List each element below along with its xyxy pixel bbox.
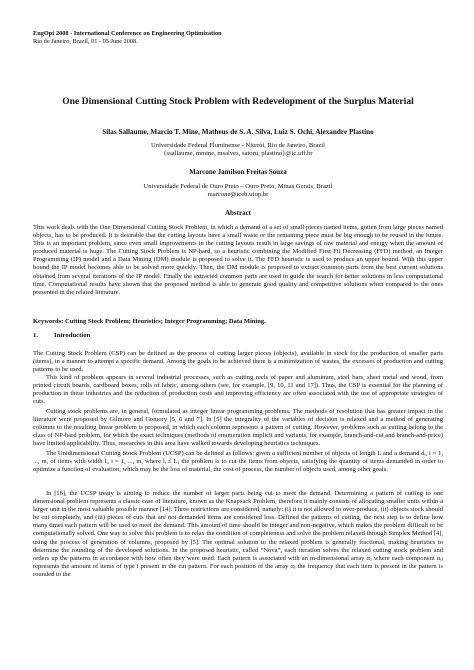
paragraph: This kind of problem appears in several industrial processes, such as cutting reels of paper and aluminum, steel bars, sheet metal and wood, from printed circuit boards, cardboard boxes, rolls of fabric, among others (see, for example, [9, 10, 11 and 17]). Thus, the CSP is essential for the planning of production in these industries and the reduction of production costs and improving efficiency are often associated with the use of appropriate strategies of cuts.: [33, 374, 443, 406]
paragraph: The Cutting Stock Problem (CSP) can be defined as the process of cutting larger pieces (objects), available in stock for the production of smaller parts (items), in a manner to attempt a specific demand. Among the goals to be achieved there is a minimization of wastes, the excesses of production and cutting patterns to be used.: [33, 350, 443, 374]
keywords: Keywords: Cutting Stock Problem; Heuristics; Integer Programming; Data Mining.: [33, 318, 266, 325]
paragraph: The Unidimensional Cutting Stock Problem (UCSP) can be defined as follows: given a sufficient number of objects of length L and a demand dᵢ, i = 1, ..., m, of items with width lᵢ, i = 1, ..., m, where lᵢ ≤ L, the problem is to cut the items from objects, satisfying the quantity of items demanded in order to optimize a function of evaluation, which may be the loss of material, the cost of process, the number of objects used, among other goals.: [33, 450, 443, 474]
abstract-text: This work deals with the One Dimensional Cutting Stock Problem, in which a demand of a set of small pieces named items, gotten from large pieces named objects, has to be produced. It is desirable that the cutting layouts have a small waste or the remaining piece must be big enough to be reused in the future. This is an important problem, since even small improvements in the cutting layouts result in large savings of raw material and energy when the amount of produced material is huge. The Cutting Stock Problem is NP-hard, so a heuristic combining the Modified First Fit Decreasing (FFD) method, an Integer Programming (IP) model and a Data Mining (DM) module is proposed to solve it. The FFD heuristic is used to produce an upper bound. With this upper bound the IP model becomes able to be solved more quickly. Then, the DM module is proposed to extract common parts from the best current solutions obtained from several iterations of the IP model. Finally the extracted common parts are used to guide the search for better solutions in less computational time. Computational results have shown that the proposed method is able to generate good quality and competitive solutions when compared to the ones presented in the related literature.: [33, 224, 443, 296]
affiliation-1-institution: Universidade Federal Fluminense - Niterói, Rio de Janeiro, Brazil: [151, 142, 325, 149]
affiliation-1-emails: {ssallaume, mmine, msalves, satoru, plastino}@ic.uff.br: [163, 150, 313, 158]
paper-title: One Dimensional Cutting Stock Problem with Redevelopment of the Surplus Material: [62, 96, 414, 107]
section-heading: [33, 332, 90, 339]
conference-location: Rio de Janeiro, Brazil, 01 - 05 June 2008.: [33, 38, 138, 45]
section-number: 1.: [33, 332, 39, 339]
affiliation-2: [33, 183, 443, 200]
second-author: Marcone Jamilson Freitas Souza: [189, 168, 287, 176]
affiliation-2-email: marcone@iceb.ufop.br: [207, 191, 269, 199]
paragraph: In [16], the UCSP treaty is aiming to reduce the number of larger parts being cut to meet the demand. Determining a pattern of cutting to one dimensional problem represents a classic case of literature, known as the Knapsack Problem, therefore it mainly consists of allocating smaller units within a larger unit in the most valuable possible manner [14]. Three restrictions are considered, namely: (i) it is not allowed to over-produce, (ii) objects stock should be cut completely, and (iii) pieces of cuts that are not demanded items are considered loss. Defined the patterns of cutting, the next step is to define how many times each pattern will be used to meet the demand. This amount of time should be integer and non-negative, which makes the problem difficult to be computationally solved. One way to solve this problem is to relax the condition of completeness and solve the problem relaxed through Simplex Method [4], using the process of generation of columns, proposed by [5]. The optimal solution to the relaxed problem is generally fractional, making heuristics to determine the rounding of the developed solutions. In the proposed heuristic, called “Nova”, each iteration solves the relaxed cutting stock problem and orders up the patterns in accordance with how often they were used. Each pattern is associated with an m-dimensional array αⱼ where each component αᵢⱼ represents the amount of items of type i present in the cut pattern. For each position of the array αⱼ the frequency that each item is present in the pattern is rounded to the: [33, 490, 443, 578]
affiliation-1: [33, 142, 443, 159]
affiliation-2-institution: Universidade Federal de Ouro Preto – Ouro Preto, Minas Gerais, Brazil: [143, 183, 333, 190]
paragraph: Cutting stock problems are, in general, formulated as integer linear programming problems. The methods of resolution that has greater impact in the literature were proposed by Gilmore and Gomory [5, 6 and 7]. In [5] the integrality of the variables of decision is relaxed and a method of generating columns to the resulting linear problem is proposed, in which each column represents a pattern of cutting. However, problems such as cutting belong to the class of NP-hard problem, for which the exact techniques (methods of enumeration implicit and variants, for example, branch-and-cut and branch-and-price) have limited applicability. Thus, researches in this area have walked towards developing heuristics techniques.: [33, 408, 443, 448]
abstract-heading: Abstract: [224, 209, 252, 217]
conference-header: [33, 30, 222, 46]
conference-name: EngOpt 2008 - International Conference on Engineering Optimization: [33, 30, 222, 37]
author-list: Silas Sallaume, Marcio T. Mine, Matheus de S. A. Silva, Luiz S. Ochi, Alexandre Plastino: [102, 128, 374, 136]
section-title: Introduction: [54, 332, 91, 339]
